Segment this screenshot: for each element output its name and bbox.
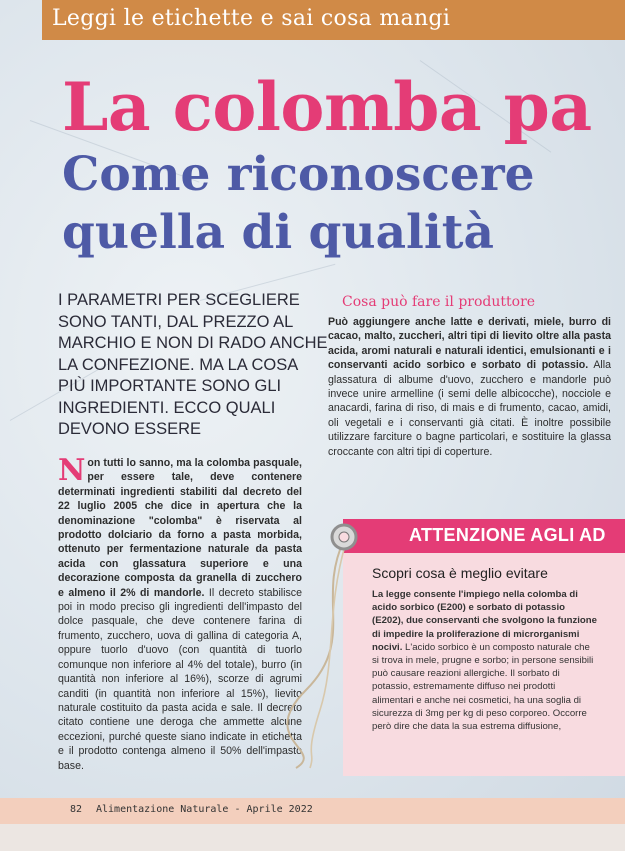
warning-body-text: L'acido sorbico è un composto naturale che si trova in mele, prugne e sorbo; in persone sensibili può causare reazioni allergiche. Il sorbato di potassio, estremamente diffuso nei prodotti alimentari e anche nei cosmetici, ha una soglia di sicurezza di 3mg per kg di peso corporeo. Occorre però dire che data la sua estrema diffusione, xyxy=(372,641,594,733)
left-body-text: Il decreto stabilisce poi in modo preciso gli ingredienti dell'impasto del dolce pasquale, che deve contenere farina di frumento, zucchero, uova di gallina di categoria A, oppure tuorlo d'uovo (con quantità di tuorlo comunque non inferiore al 4% del totale), burro (in quantità non inferiore al 16%), scorze di agrumi canditi (in quantità non inferiore al 15%), lievito naturale costituito da pasta acida e sale. Il decreto citato contiene une deroga che ammette alcune eccezioni, purché queste siano indicate in etichetta e il prodotto contenga almeno il 50% dell'impasto base. xyxy=(58,586,302,772)
right-article-column xyxy=(328,294,611,459)
warning-lead-text: La legge consente l'impiego nella colomba di acido sorbico (E200) e sorbato di potassio (E202), due conservanti che svolgono la funzione di impedire la proliferazione di microrganismi nocivi. xyxy=(372,589,597,653)
bottom-margin xyxy=(0,824,625,851)
intro-text: I PARAMETRI PER SCEGLIERE SONO TANTI, DAL PREZZO AL MARCHIO E NON DI RADO ANCHE LA CONFEZIONE. MA LA COSA PIÙ IMPORTANTE SONO GLI INGREDIENTI. ECCO QUALI DEVONO ESSERE xyxy=(58,291,328,438)
producer-subheading: Cosa può fare il produttore xyxy=(342,294,536,310)
footer xyxy=(0,798,625,824)
section-header-band xyxy=(42,0,625,40)
left-article-column xyxy=(58,453,302,773)
warning-box-header xyxy=(343,519,625,553)
warning-box-subheading: Scopri cosa è meglio evitare xyxy=(372,565,548,581)
magazine-name: Alimentazione Naturale - Aprile 2022 xyxy=(96,804,313,815)
right-body-text: Alla glassatura di albume d'uovo, zucchero e mandorle può invece unire armelline (i semi delle albicocche), nocciole e anacardi, farina di riso, di mais e di frumento, cacao, amidi, oli vegetali e i conservanti già citati. È inoltre possibile utilizzare farciture o bagne particolari, e sostituire la glassa croccante con altri tipi di coperture. xyxy=(328,359,611,458)
warning-box-text xyxy=(372,588,598,733)
section-title: Leggi le etichette e sai cosa mangi xyxy=(52,6,451,31)
tag-string-illustration xyxy=(286,520,358,770)
right-lead-text: Può aggiungere anche latte e derivati, miele, burro di cacao, malto, zuccheri, altri tipi di lievito oltre alla pasta acida, aromi naturali e naturali identici, emulsionanti e i conservanti acido sorbico e sorbato di potassio. xyxy=(328,316,611,372)
page-number: 82 xyxy=(70,804,83,815)
main-title: La colomba pa xyxy=(62,68,592,146)
dropcap: N xyxy=(58,453,86,488)
subtitle: Come riconoscere quella di qualità xyxy=(62,147,535,260)
warning-box-title: ATTENZIONE AGLI AD xyxy=(409,525,606,545)
left-lead-text: on tutti lo sanno, ma la colomba pasquale, per essere tale, deve contenere determinati ingredienti stabiliti dal decreto del 22 luglio 2005 che dice in apertura che la denominazione "colomba" è riservata al prodotto dolciario da forno a pasta morbida, ottenuto per fermentazione naturale da pasta acida con glassatura superiore e una decorazione composta da granella di zucchero e almeno il 2% di mandorle. xyxy=(58,457,302,599)
right-body xyxy=(328,315,611,459)
